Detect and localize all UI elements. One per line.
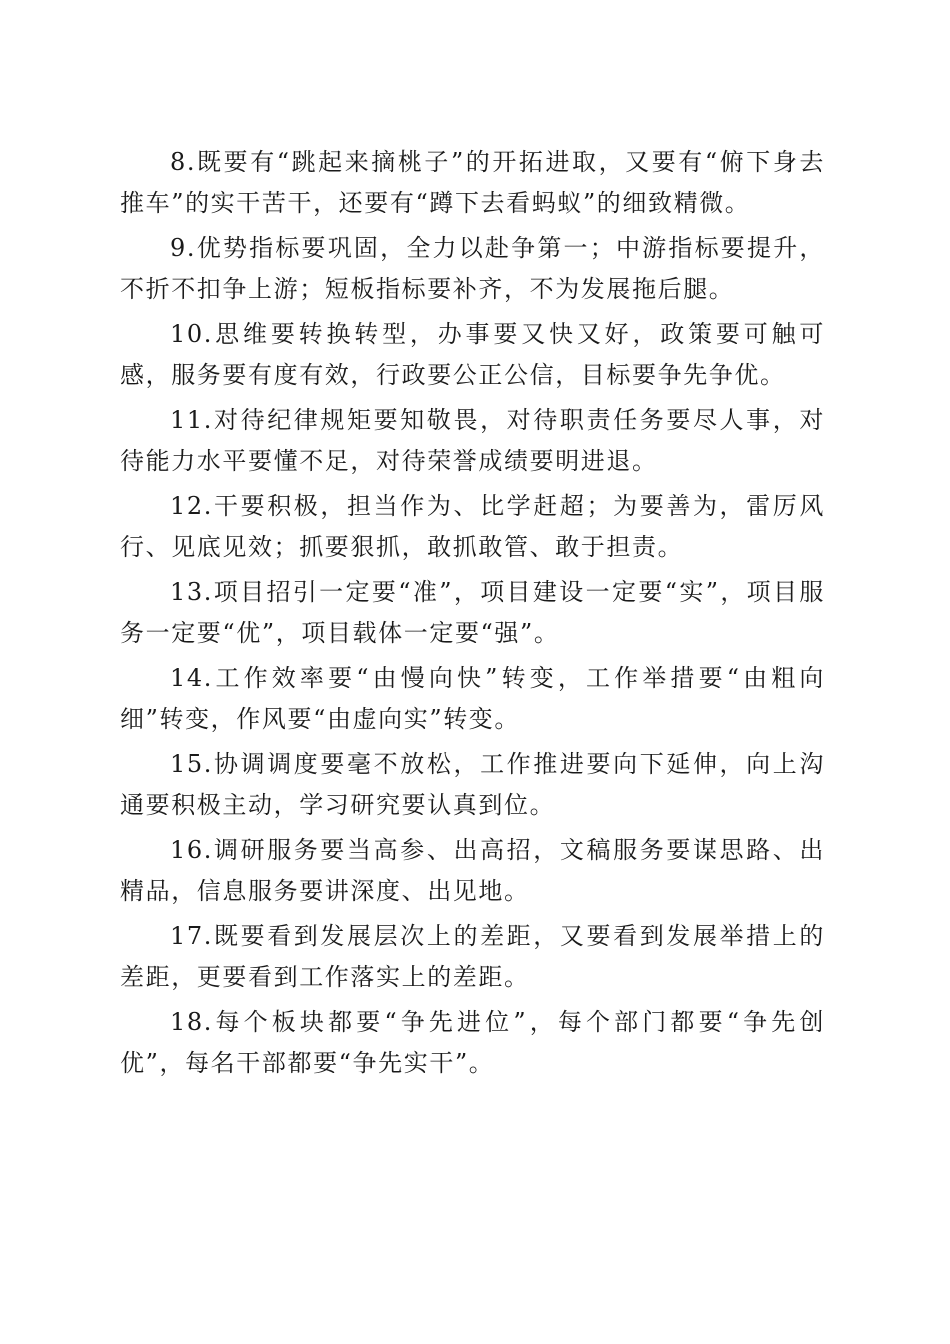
paragraph-15: 15.协调调度要毫不放松，工作推进要向下延伸，向上沟通要积极主动，学习研究要认真到位。 [120, 750, 825, 819]
document-body [120, 142, 825, 1088]
paragraph-14: 14.工作效率要“由慢向快”转变，工作举措要“由粗向细”转变，作风要“由虚向实”转变。 [120, 664, 825, 733]
paragraph-10: 10.思维要转换转型，办事要又快又好，政策要可触可感，服务要有度有效，行政要公正公信，目标要争先争优。 [120, 320, 825, 389]
paragraph-11: 11.对待纪律规矩要知敬畏，对待职责任务要尽人事，对待能力水平要懂不足，对待荣誉成绩要明进退。 [120, 406, 825, 475]
paragraph-12: 12.干要积极，担当作为、比学赶超；为要善为，雷厉风行、见底见效；抓要狠抓，敢抓敢管、敢于担责。 [120, 492, 825, 561]
paragraph-18: 18.每个板块都要“争先进位”，每个部门都要“争先创优”，每名干部都要“争先实干”。 [120, 1008, 825, 1077]
paragraph-9: 9.优势指标要巩固，全力以赴争第一；中游指标要提升，不折不扣争上游；短板指标要补齐，不为发展拖后腿。 [120, 234, 825, 303]
paragraph-8: 8.既要有“跳起来摘桃子”的开拓进取，又要有“俯下身去推车”的实干苦干，还要有“蹲下去看蚂蚁”的细致精微。 [120, 148, 825, 217]
paragraph-16: 16.调研服务要当高参、出高招，文稿服务要谋思路、出精品，信息服务要讲深度、出见地。 [120, 836, 825, 905]
paragraph-17: 17.既要看到发展层次上的差距，又要看到发展举措上的差距，更要看到工作落实上的差距。 [120, 922, 825, 991]
paragraph-13: 13.项目招引一定要“准”，项目建设一定要“实”，项目服务一定要“优”，项目载体一定要“强”。 [120, 578, 825, 647]
